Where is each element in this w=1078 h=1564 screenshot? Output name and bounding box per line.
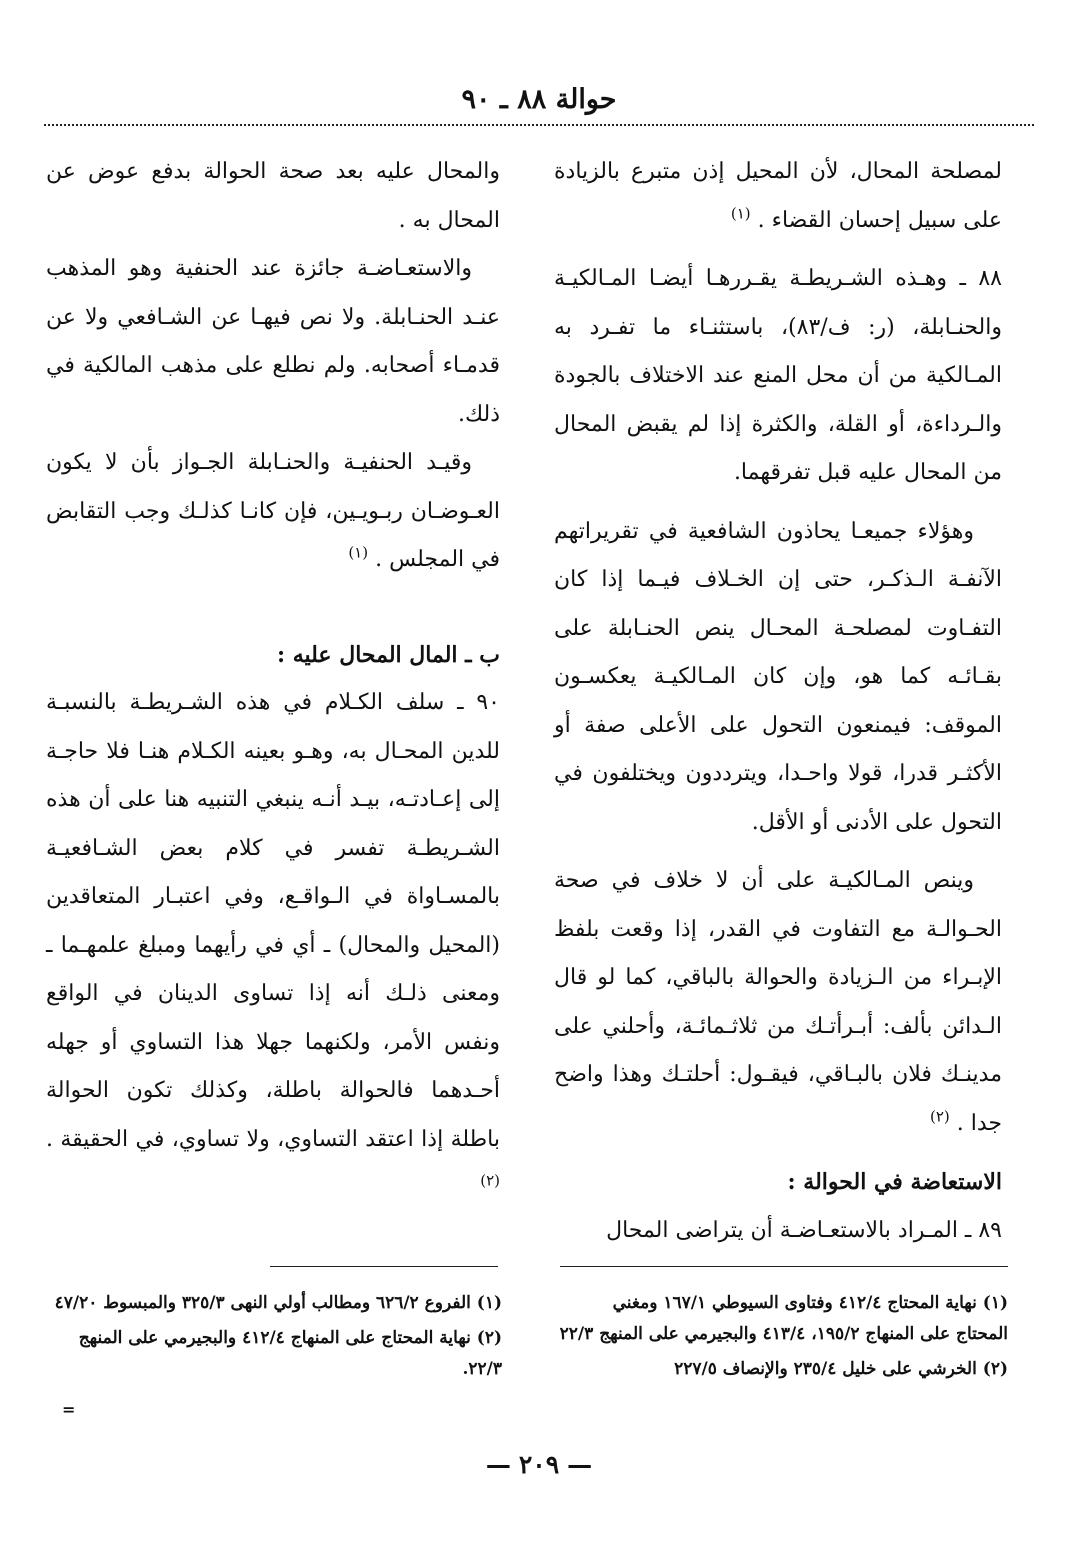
right-paragraph-88: ٨٨ ـ وهـذه الشـريطـة يقـررهـا أيضـا المـالكيـة والحنـابلة، (ر: ف/٨٣)، باستثنـاء ما تفـرد به المـالكية من أن محل المنع عند الاختلاف بالجودة والـرداءة، أو القلة، والكثرة إذا لم يقبض المحال من المحال عليه قبل تفرقهما. — [554, 266, 1002, 485]
footnotes-left — [52, 1288, 502, 1389]
footnote-1: (١) الفروع ٦٢٦/٢ ومطالب أولي النهى ٣٢٥/٣ والمبسوط ٤٧/٢٠ — [54, 1293, 502, 1313]
left-column — [46, 148, 500, 1213]
footnote-divider-right — [560, 1266, 1008, 1267]
footnotes-right — [558, 1288, 1008, 1389]
right-paragraph-1: لمصلحة المحال، لأن المحيل إذن متبرع بالزيادة على سبيل إحسان القضاء . $^{(١)}$ — [554, 159, 1002, 233]
footnote-2: (٢) الخرشي على خليل ٢٣٥/٤ والإنصاف ٢٢٧/٥ — [674, 1359, 1008, 1379]
right-column — [554, 148, 1002, 1255]
page-number: —٢٠٩— — [485, 1450, 593, 1479]
footnote-ref: (١) — [730, 204, 751, 223]
left-paragraph-90: ٩٠ ـ سلف الكـلام في هذه الشـريطـة بالنسبـة للدين المحـال به، وهـو بعينه الكـلام هنـا فلا حاجـة إلى إعـادتـه، بيـد أنـه ينبغي التنبيه هنا على أن هذه الشـريطـة تفسر في كلام بعض الشـافعيـة بالمسـاواة في الـواقـع، وفي اعتبـار المتعاقدين (المحيل والمحال) ـ أي في رأيهما ومبلغ علمهـما ـ ومعنى ذلـك أنه إذا تساوى الدينان في الواقع ونفس الأمر، ولكنهما جهلا هذا التساوي أو جهله أحـدهما فالحوالة باطلة، وكذلك تكون الحوالة باطلة إذا اعتقد التساوي، ولا تساوي، في الحقيقة . $^{(٢)}$ — [46, 690, 500, 1190]
footnote-divider-left — [270, 1266, 498, 1267]
footnote-ref: (٢) — [480, 1171, 500, 1190]
section-heading-istiadah: الاستعاضة في الحوالة : — [787, 1169, 1002, 1195]
footnote-2: (٢) نهاية المحتاج على المنهاج ٤١٢/٤ والبجيرمي على المنهج ٢٢/٣. — [78, 1328, 502, 1379]
left-paragraph-1: والمحال عليه بعد صحة الحوالة بدفع عوض عن المحال به . — [46, 159, 500, 233]
footnote-1: (١) نهاية المحتاج ٤١٢/٤ وفتاوى السيوطي ١٦٧/١ ومغني المحتاج على المنهاج ١٩٥/٢، ٤١٣/٤ والبجيرمي على المنهج ٢٢/٣ — [559, 1293, 1008, 1344]
header-divider — [44, 124, 1034, 126]
left-paragraph-2: والاستعـاضـة جائزة عند الحنفية وهو المذهب عنـد الحنـابلة. ولا نص فيهـا عن الشـافعي ولا عن قدمـاء أصحابه. ولم نطلع على مذهب المالكية في ذلك. — [46, 256, 500, 427]
section-heading-mal-muhal-alayh: ب ـ المال المحال عليه : — [276, 641, 500, 668]
right-paragraph-4: وينص المـالكيـة على أن لا خلاف في صحة الحـوالـة مع التفاوت في القدر، إذا وقعت بلفظ الإبـراء من الـزيادة والحوالة بالباقي، كما لو قال الـدائن بألف: أبـرأتـك من ثلاثـمائـة، وأحلني على مدينـك فلان بالبـاقي، فيقـول: أحلتـك وهذا واضح جدا . $^{(٢)}$ — [554, 868, 1002, 1136]
left-paragraph-3: وقيـد الحنفيـة والحنـابلة الجـواز بأن لا يكون العـوضـان ربـويـين، فإن كانـا كذلـك وجب التقابض في المجلس . $^{(١)}$ — [46, 450, 500, 572]
right-paragraph-3: وهؤلاء جميعـا يحاذون الشافعية في تقريراتهم الآنفـة الـذكـر، حتى إن الخـلاف فيـما إذا كان التفـاوت لمصلحـة المحـال ينص الحنـابلة على بقـائـه كما هو، وإن كان المـالكيـة يعكسـون الموقف: فيمنعون التحول على الأعلى صفة أو الأكثـر قدرا، قولا واحـدا، ويترددون ويختلفون في التحول على الأدنى أو الأقل. — [554, 518, 1002, 835]
running-header: حوالة ٨٨ ـ ٩٠ — [461, 84, 617, 115]
continuation-mark: = — [62, 1400, 76, 1419]
footnote-ref: (٢) — [929, 1107, 950, 1126]
footnote-ref: (١) — [348, 543, 369, 562]
right-paragraph-89: ٨٩ ـ المـراد بالاستعـاضـة أن يتراضى المحال — [606, 1217, 1002, 1243]
